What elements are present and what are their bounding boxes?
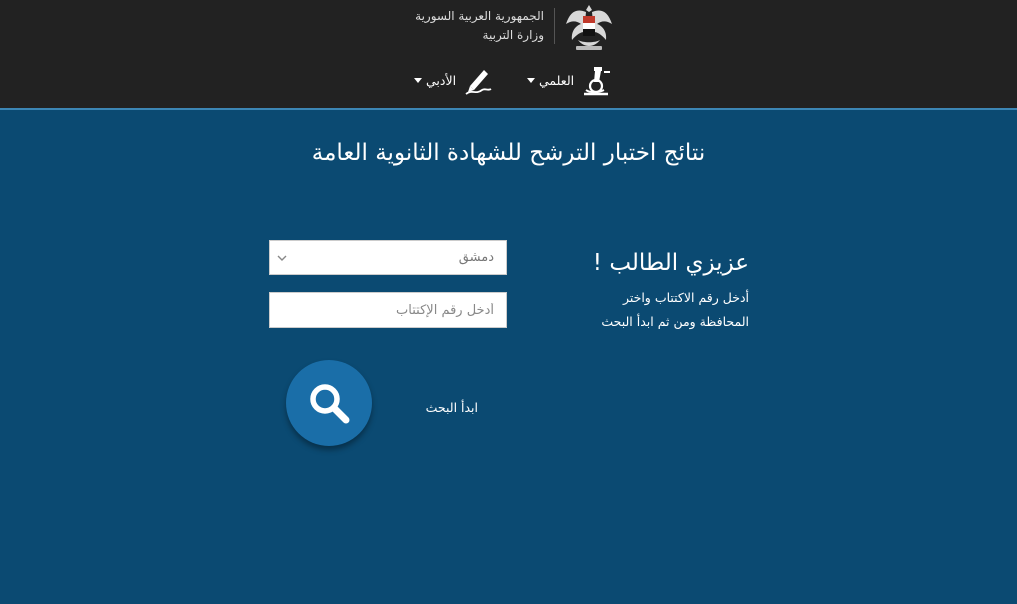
nav-scientific-label: العلمي xyxy=(539,72,575,88)
chevron-down-icon xyxy=(414,78,422,83)
brand-divider xyxy=(554,8,555,44)
chevron-down-icon xyxy=(527,78,535,83)
registration-number-input[interactable] xyxy=(269,292,507,328)
country-name: الجمهورية العربية السورية xyxy=(415,9,544,23)
nav-scientific[interactable] xyxy=(523,64,612,96)
page-title: نتائج اختبار الترشح للشهادة الثانوية العامة xyxy=(311,140,706,166)
instruction-line-2: المحافظة ومن ثم ابدأ البحث xyxy=(601,314,749,329)
greeting-title: عزيزي الطالب ! xyxy=(592,250,749,276)
instruction-line-1: أدخل رقم الاكتتاب واختر xyxy=(622,290,749,305)
search-label[interactable]: ابدأ البحث xyxy=(425,400,478,415)
nav-literary[interactable] xyxy=(410,64,494,96)
pen-writing-icon xyxy=(462,64,494,96)
nav-literary-label: الأدبي xyxy=(426,72,457,88)
governorate-value: دمشق xyxy=(458,250,494,265)
greeting-block xyxy=(593,246,749,334)
search-icon xyxy=(306,380,352,426)
governorate-select[interactable] xyxy=(269,240,507,275)
microscope-icon xyxy=(580,64,612,96)
brand[interactable] xyxy=(392,2,616,52)
eagle-emblem-icon xyxy=(562,2,616,52)
chevron-down-icon xyxy=(277,253,287,263)
top-navbar xyxy=(0,0,1017,110)
brand-text xyxy=(415,7,544,45)
instructions xyxy=(593,286,749,334)
ministry-name: وزارة التربية xyxy=(482,28,544,42)
search-button[interactable] xyxy=(286,360,372,446)
